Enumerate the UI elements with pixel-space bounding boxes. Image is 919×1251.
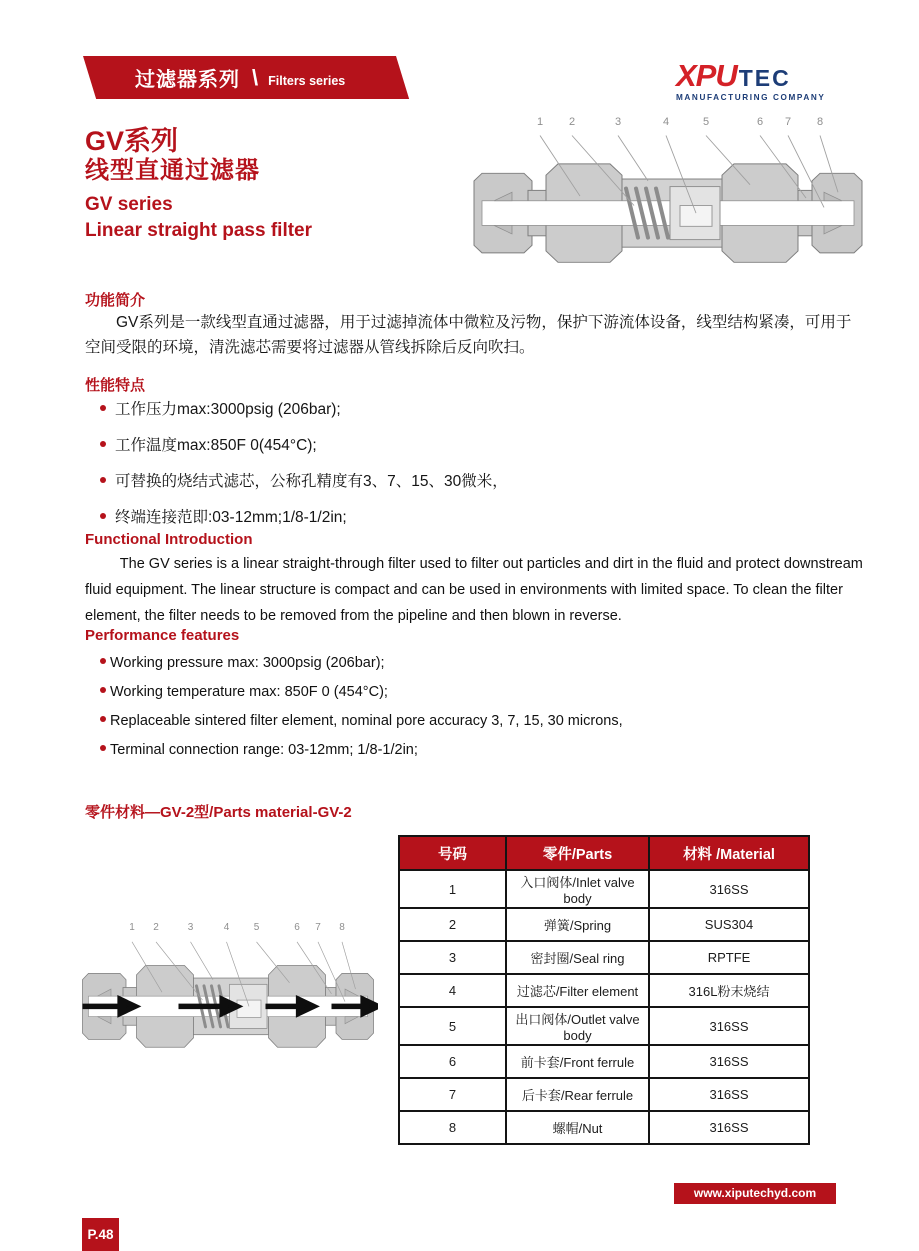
logo-text-tec: TEC [738,65,791,91]
callout-number: 2 [153,922,159,933]
page-number-badge: P.48 [82,1218,119,1251]
table-column-header: 材料 /Material [649,836,809,870]
section-heading-intro-en: Functional Introduction [85,531,253,548]
fitting-flow-svg [78,934,378,1052]
bottom-flow-diagram [78,922,378,1056]
intro-zh-paragraph: GV系列是一款线型直通过滤器，用于过滤掉流体中微粒及污物，保护下游流体设备，线型结构紧凑，可用于空间受限的环境，清洗滤芯需要将过滤器从管线拆除后反向吹扫。 [85,314,852,356]
table-column-header: 零件/Parts [506,836,649,870]
cell-number: 8 [399,1111,506,1144]
table-row [399,974,809,1007]
callout-number: 7 [784,116,792,128]
feature-item-en [100,684,623,700]
section-heading-features-zh: 性能特点 [85,377,146,394]
callout-number: 1 [129,922,135,933]
cell-number: 5 [399,1007,506,1045]
logo-text-xpu: XPU [676,58,737,93]
features-zh-list [100,397,508,541]
cell-material: 316SS [649,870,809,908]
series-title-zh: 过滤器系列 [135,69,240,91]
logo-wordmark [676,60,846,91]
table-row [399,1078,809,1111]
series-title-en: Filters series [268,73,346,88]
bullet-icon [100,745,106,751]
cell-number: 2 [399,908,506,941]
feature-text: 工作温度max:850F 0(454°C); [115,437,317,454]
cell-number: 1 [399,870,506,908]
cell-part: 出口阀体/Outlet valve body [506,1007,649,1045]
cell-part: 后卡套/Rear ferrule [506,1078,649,1111]
callout-number: 1 [536,116,544,128]
cell-material: 316SS [649,1045,809,1078]
series-banner-content [83,56,396,99]
top-cross-section-diagram [468,116,868,272]
feature-item-en [100,713,623,729]
bullet-icon [100,716,106,722]
cell-number: 4 [399,974,506,1007]
product-title-zh-line1: GV系列 [85,126,179,156]
logo-tagline: MANUFACTURING COMPANY [676,93,826,102]
product-title-en-line1: GV series [85,194,173,215]
cell-number: 6 [399,1045,506,1078]
table-row [399,1045,809,1078]
bullet-icon [100,477,106,483]
feature-item-zh [100,469,508,491]
bullet-icon [100,687,106,693]
feature-item-en [100,655,623,671]
cell-part: 弹簧/Spring [506,908,649,941]
section-heading-intro-zh: 功能简介 [85,292,146,309]
callout-number: 8 [339,922,345,933]
website-bar: www.xiputechyd.com [674,1183,836,1204]
bullet-icon [100,658,106,664]
callout-number: 5 [253,922,260,933]
table-row [399,941,809,974]
cell-material: 316SS [649,1007,809,1045]
table-column-header: 号码 [399,836,506,870]
cell-part: 螺帽/Nut [506,1111,649,1144]
feature-text: Working temperature max: 850F 0 (454°C); [110,684,388,700]
cell-material: 316SS [649,1078,809,1111]
parts-material-table [398,835,810,1145]
feature-text: 终端连接范即:03-12mm;1/8-1/2in; [115,509,347,526]
callout-number: 3 [187,922,194,933]
feature-item-zh [100,397,508,419]
callout-number: 4 [223,922,230,933]
feature-item-zh [100,433,508,455]
cell-part: 前卡套/Front ferrule [506,1045,649,1078]
table-header-row [399,836,809,870]
section-heading-features-en: Performance features [85,627,240,644]
table-row [399,908,809,941]
feature-text: Working pressure max: 3000psig (206bar); [110,655,385,671]
callout-number: 4 [662,116,670,128]
cell-part: 入口阀体/Inlet valve body [506,870,649,908]
feature-text: Replaceable sintered filter element, nominal pore accuracy 3, 7, 15, 30 microns, [110,713,623,729]
table-row [399,1007,809,1045]
callout-number: 8 [816,116,824,128]
cell-material: RPTFE [649,941,809,974]
product-title-en-line2: Linear straight pass filter [85,220,313,241]
callout-number: 3 [614,116,622,128]
fitting-cross-section-svg [468,126,868,268]
callout-number: 7 [315,922,321,933]
feature-item-zh [100,505,508,527]
table-row [399,870,809,908]
table-row [399,1111,809,1144]
feature-text: 工作压力max:3000psig (206bar); [115,401,341,418]
cell-part: 密封圈/Seal ring [506,941,649,974]
cell-number: 7 [399,1078,506,1111]
cell-material: SUS304 [649,908,809,941]
banner-slash-separator: \ [252,64,259,90]
callout-number: 6 [756,116,764,128]
series-banner [83,56,409,99]
product-title-block [85,126,312,244]
bullet-icon [100,513,106,519]
feature-text: 可替换的烧结式滤芯，公称孔精度有3、7、15、30微米， [115,473,508,490]
table-body [399,870,809,1144]
callout-number: 5 [702,116,710,128]
cell-part: 过滤芯/Filter element [506,974,649,1007]
feature-item-en [100,742,623,758]
product-title-zh-line2: 线型直通过滤器 [85,157,260,184]
features-en-list [100,655,623,771]
callout-number: 6 [294,922,300,933]
intro-en-paragraph: The GV series is a linear straight-through filter used to filter out particles and dirt in the fluid and protect downstream fluid equipment. The linear structure is compact and can be used in environments with limited space. To clean the filter element, the filter needs to be removed from the pipeline and then blown in reverse. [85,556,863,624]
bullet-icon [100,441,106,447]
bullet-icon [100,405,106,411]
cell-material: 316L粉末烧结 [649,974,809,1007]
cell-number: 3 [399,941,506,974]
parts-material-heading: 零件材料—GV-2型/Parts material-GV-2 [85,804,352,821]
callout-number: 2 [568,116,576,128]
cell-material: 316SS [649,1111,809,1144]
company-logo [676,60,846,102]
feature-text: Terminal connection range: 03-12mm; 1/8-1/2in; [110,742,418,758]
